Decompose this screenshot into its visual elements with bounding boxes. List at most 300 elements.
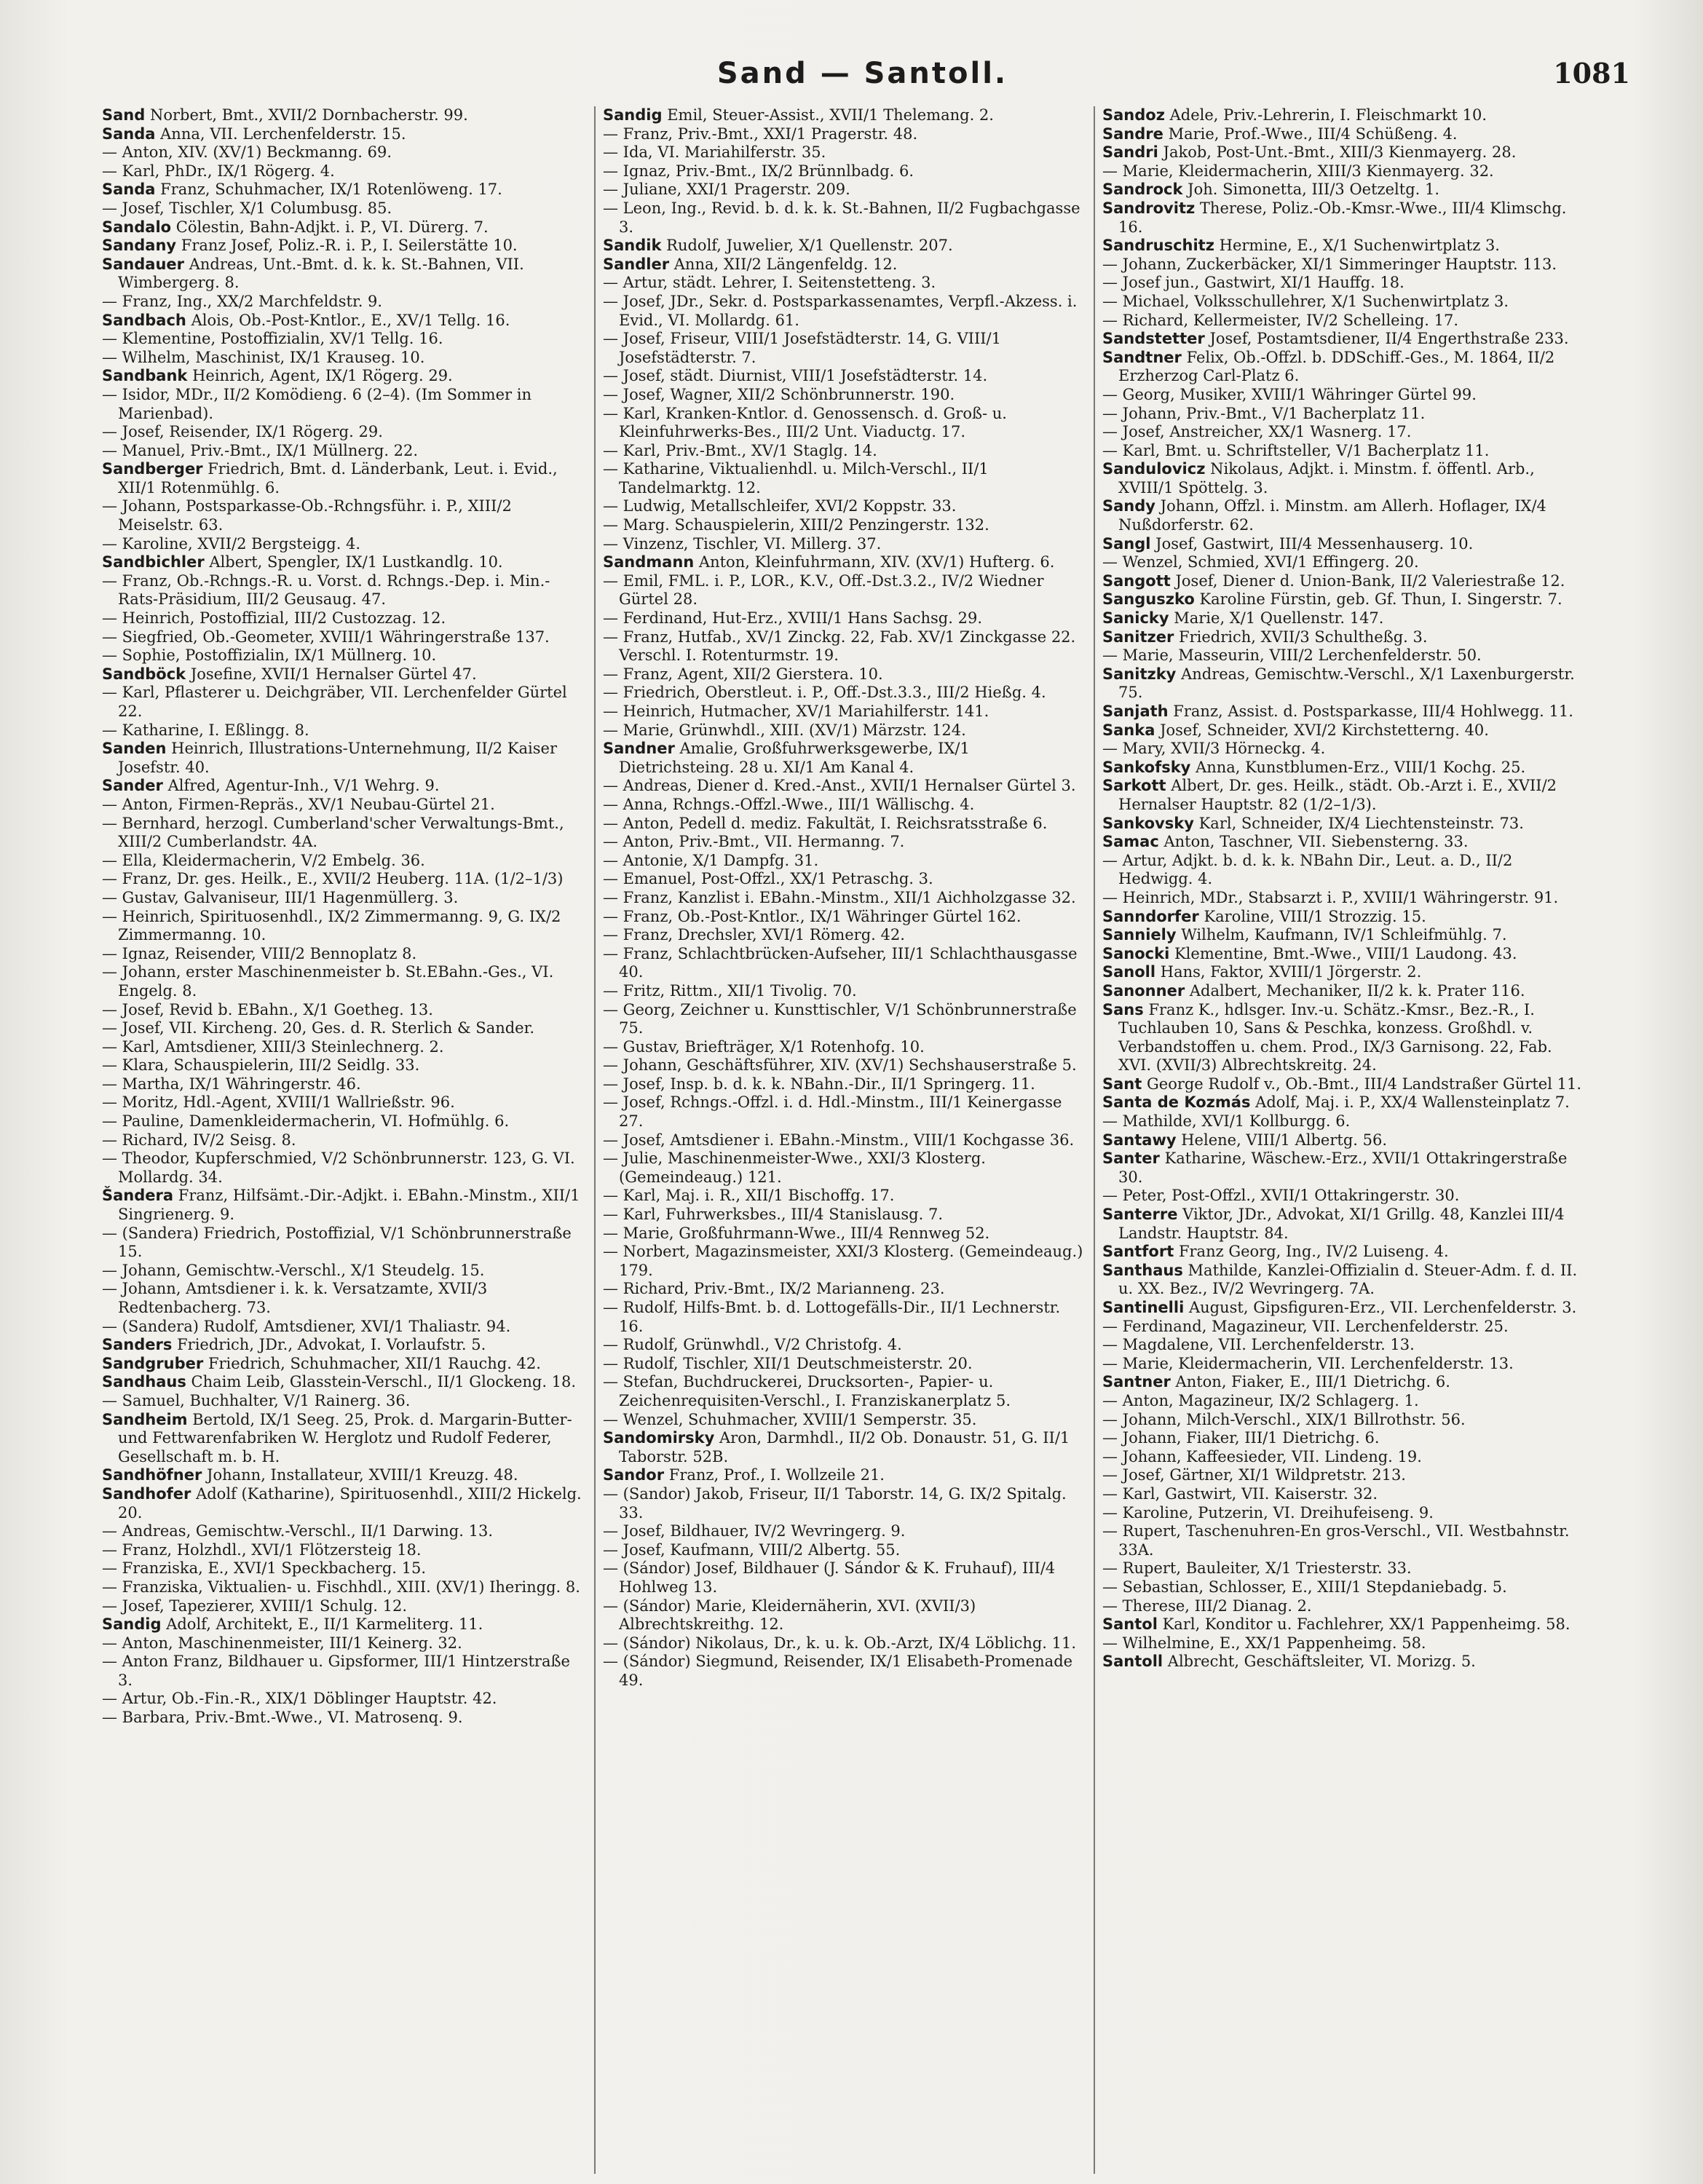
directory-entry <box>102 460 587 497</box>
entry-text: — Sebastian, Schlosser, E., XIII/1 Stepdaniebadg. 5. <box>1102 1578 1507 1596</box>
entry-text: Klementine, Bmt.-Wwe., VIII/1 Laudong. 43. <box>1174 944 1517 962</box>
entry-text: Anton, Fiaker, E., III/1 Dietrichg. 6. <box>1175 1373 1450 1391</box>
directory-entry <box>1102 852 1586 889</box>
directory-entry <box>102 963 587 1000</box>
directory-entry <box>603 162 1086 181</box>
entry-surname: Sandre <box>1102 124 1163 143</box>
entry-text: — Mathilde, XVI/1 Kollburgg. 6. <box>1102 1112 1351 1131</box>
entry-surname: Sanden <box>102 740 167 758</box>
entry-text: Friedrich, XVII/3 Schultheßg. 3. <box>1179 628 1428 646</box>
directory-entry <box>102 1709 587 1728</box>
directory-entry <box>1102 721 1586 740</box>
directory-entry <box>1102 1559 1586 1578</box>
entry-text: — Johann, Geschäftsführer, XIV. (XV/1) Sechshauserstraße 5. <box>603 1056 1077 1075</box>
entry-text: Karl, Schneider, IX/4 Liechtensteinstr. 73. <box>1198 814 1524 832</box>
entry-surname: Santol <box>1102 1615 1158 1634</box>
directory-entry <box>603 815 1086 834</box>
directory-entry <box>1102 1522 1586 1559</box>
directory-entry <box>1102 1243 1586 1262</box>
entry-text: — Andreas, Diener d. Kred.-Anst., XVII/1 Hernalser Gürtel 3. <box>603 777 1076 795</box>
entry-text: — Manuel, Priv.-Bmt., IX/1 Müllnerg. 22. <box>102 441 419 459</box>
directory-entry <box>1102 590 1586 609</box>
entry-text: Albert, Spengler, IX/1 Lustkandlg. 10. <box>209 553 503 571</box>
entry-surname: Sandoz <box>1102 106 1165 124</box>
entry-text: Therese, Poliz.-Ob.-Kmsr.-Wwe., III/4 Klimschg. 16. <box>1118 199 1567 236</box>
entry-surname: Santner <box>1102 1373 1171 1391</box>
directory-entry <box>1102 963 1586 982</box>
directory-entry <box>603 1485 1086 1522</box>
entry-text: — Anton, Magazineur, IX/2 Schlagerg. 1. <box>1102 1391 1419 1409</box>
entry-text: — Franz, Agent, XII/2 Gierstera. 10. <box>603 665 883 683</box>
directory-entry <box>1102 1262 1586 1299</box>
entry-surname: Sans <box>1102 1000 1144 1018</box>
entry-text: — Franziska, E., XVI/1 Speckbacherg. 15. <box>102 1559 427 1578</box>
directory-entry <box>102 181 587 199</box>
entry-text: — Isidor, MDr., II/2 Komödieng. 6 (2–4). (Im Sommer in Marienbad). <box>102 385 532 422</box>
directory-entry <box>603 721 1086 740</box>
directory-entry <box>1102 423 1586 442</box>
entry-text: — (Sandera) Friedrich, Postoffizial, V/1 Schönbrunnerstraße 15. <box>102 1224 572 1261</box>
entry-text: Josefine, XVII/1 Hernalser Gürtel 47. <box>190 665 477 683</box>
directory-column-2 <box>594 106 1094 2174</box>
directory-entry <box>603 181 1086 199</box>
directory-entry <box>603 1187 1086 1206</box>
directory-entry <box>1102 1466 1586 1485</box>
entry-surname: Sandhofer <box>102 1484 191 1503</box>
directory-entry <box>1102 1131 1586 1150</box>
entry-text: — Sophie, Postoffizialin, IX/1 Müllnerg. 10. <box>102 646 437 665</box>
directory-entry <box>102 1411 587 1467</box>
entry-text: — Johann, Gemischtw.-Verschl., X/1 Steudelg. 15. <box>102 1261 485 1279</box>
entry-surname: Sandhaus <box>102 1373 186 1391</box>
entry-text: — Georg, Musiker, XVIII/1 Währinger Gürtel 99. <box>1102 385 1477 403</box>
directory-entry <box>102 1466 587 1485</box>
entry-text: — Josef jun., Gastwirt, XI/1 Hauffg. 18. <box>1102 274 1404 292</box>
entry-surname: Santer <box>1102 1150 1160 1168</box>
entry-text: — Karl, Gastwirt, VII. Kaiserstr. 32. <box>1102 1484 1378 1503</box>
entry-text: Karl, Konditor u. Fachlehrer, XX/1 Pappenheimg. 58. <box>1162 1615 1570 1634</box>
directory-entry <box>102 740 587 777</box>
directory-entry <box>603 1634 1086 1653</box>
entry-text: — Heinrich, Spirituosenhdl., IX/2 Zimmermanng. 9, G. IX/2 Zimmermanng. 10. <box>102 907 561 944</box>
entry-surname: Sandbichler <box>102 553 205 571</box>
entry-text: Hans, Faktor, XVIII/1 Jörgerstr. 2. <box>1160 963 1422 981</box>
entry-text: — Anton, Firmen-Repräs., XV/1 Neubau-Gürtel 21. <box>102 795 495 813</box>
entry-surname: Sandrock <box>1102 181 1183 199</box>
entry-text: — Franz, Dr. ges. Heilk., E., XVII/2 Heuberg. 11A. (1/2–1/3) <box>102 870 564 888</box>
directory-entry <box>603 1653 1086 1690</box>
entry-surname: Sandig <box>102 1615 162 1634</box>
directory-entry <box>102 628 587 647</box>
directory-entry <box>102 609 587 628</box>
entry-surname: Sanders <box>102 1336 173 1354</box>
directory-entry <box>1102 926 1586 945</box>
directory-entry <box>603 516 1086 535</box>
entry-surname: Sankofsky <box>1102 758 1191 776</box>
directory-entry <box>1102 293 1586 312</box>
directory-entry <box>102 1075 587 1094</box>
entry-text: — Ferdinand, Magazineur, VII. Lerchenfelderstr. 25. <box>1102 1317 1509 1335</box>
entry-text: Andreas, Gemischtw.-Verschl., X/1 Laxenburgerstr. 75. <box>1118 665 1575 702</box>
entry-text: — Barbara, Priv.-Bmt.-Wwe., VI. Matrosenq. 9. <box>102 1709 463 1727</box>
entry-text: — Siegfried, Ob.-Geometer, XVIII/1 Währingerstraße 137. <box>102 628 550 646</box>
entry-surname: Sand <box>102 106 146 124</box>
entry-text: Adalbert, Mechaniker, II/2 k. k. Prater 116. <box>1189 981 1525 1000</box>
entry-text: — Josef, Rchngs.-Offzl. i. d. Hdl.-Minstm., III/1 Keinergasse 27. <box>603 1093 1062 1131</box>
directory-entry <box>603 1224 1086 1243</box>
directory-entry <box>102 535 587 554</box>
entry-text: Heinrich, Agent, IX/1 Rögerg. 29. <box>192 367 453 385</box>
entry-surname: Sandberger <box>102 460 203 478</box>
directory-entry <box>1102 889 1586 908</box>
entry-text: — Ludwig, Metallschleifer, XVI/2 Koppstr. 33. <box>603 497 957 515</box>
entry-surname: Sanda <box>102 124 156 143</box>
directory-entry <box>603 405 1086 442</box>
directory-entry <box>603 1206 1086 1224</box>
entry-surname: Sanda <box>102 181 156 199</box>
directory-entry <box>102 1224 587 1262</box>
entry-surname: Santoll <box>1102 1653 1163 1671</box>
directory-entry <box>603 256 1086 274</box>
entry-text: Andreas, Unt.-Bmt. d. k. k. St.-Bahnen, VII. Wimbergerg. 8. <box>118 255 524 292</box>
entry-text: — Franz, Ob.-Rchngs.-R. u. Vorst. d. Rchngs.-Dep. i. Min.-Rats-Präsidium, III/2 Geusaug. 47. <box>102 571 550 609</box>
entry-text: — Josef, JDr., Sekr. d. Postsparkassenamtes, Verpfl.-Akzess. i. Evid., VI. Mollardg. 61. <box>603 292 1078 329</box>
directory-entry <box>102 1373 587 1392</box>
entry-text: Anton, Taschner, VII. Siebensterng. 33. <box>1163 833 1469 851</box>
directory-entry <box>102 1653 587 1690</box>
directory-entry <box>1102 1429 1586 1448</box>
entry-text: — Josef, Tapezierer, XVIII/1 Schulg. 12. <box>102 1597 408 1615</box>
directory-entry <box>1102 1112 1586 1131</box>
entry-text: Viktor, JDr., Advokat, XI/1 Grillg. 48, Kanzlei III/4 Landstr. Hauptstr. 84. <box>1118 1206 1565 1242</box>
page-header <box>95 51 1630 96</box>
entry-text: — Ella, Kleidermacherin, V/2 Embelg. 36. <box>102 851 425 869</box>
entry-text: — Stefan, Buchdruckerei, Drucksorten-, Papier- u. Zeichenrequisiten-Verschl., I. Franziskanerplatz 5. <box>603 1373 1011 1409</box>
directory-entry <box>603 1075 1086 1094</box>
entry-text: — Johann, Amtsdiener i. k. k. Versatzamte, XVII/3 Redtenbacherg. 73. <box>102 1280 488 1316</box>
entry-text: Anton, Kleinfuhrmann, XIV. (XV/1) Hufterg. 6. <box>698 553 1055 571</box>
directory-entry <box>102 1280 587 1317</box>
entry-text: — Josef, Kaufmann, VIII/2 Albertg. 55. <box>603 1540 901 1559</box>
entry-surname: Sandri <box>1102 143 1158 162</box>
entry-text: — Josef, Revid b. EBahn., X/1 Goetheg. 13. <box>102 1000 433 1018</box>
directory-column-3 <box>1094 106 1593 2174</box>
entry-surname: Sandik <box>603 237 662 255</box>
entry-text: Franz, Hilfsämt.-Dir.-Adjkt. i. EBahn.-Minstm., XII/1 Singrienerg. 9. <box>118 1187 580 1224</box>
entry-text: Wilhelm, Kaufmann, IV/1 Schleifmühlg. 7. <box>1181 926 1507 944</box>
entry-text: — Richard, IV/2 Seisg. 8. <box>102 1131 296 1149</box>
page-number: 1081 <box>1553 57 1630 90</box>
entry-text: — Franziska, Viktualien- u. Fischhdl., XIII. (XV/1) Iheringg. 8. <box>102 1578 580 1596</box>
directory-entry <box>1102 330 1586 349</box>
entry-surname: Sandrovitz <box>1102 199 1196 217</box>
entry-text: Johann, Offzl. i. Minstm. am Allerh. Hoflager, IX/4 Nußdorferstr. 62. <box>1118 497 1546 534</box>
entry-text: Felix, Ob.-Offzl. b. DDSchiff.-Ges., M. 1864, II/2 Erzherzog Carl-Platz 6. <box>1118 348 1555 385</box>
directory-entry <box>102 125 587 144</box>
directory-entry <box>102 796 587 815</box>
directory-entry <box>1102 1355 1586 1374</box>
directory-entry <box>1102 1299 1586 1318</box>
directory-entry <box>102 386 587 423</box>
entry-text: — Ignaz, Priv.-Bmt., IX/2 Brünnlbadg. 6. <box>603 162 914 180</box>
directory-entry <box>603 535 1086 554</box>
directory-entry <box>102 442 587 461</box>
directory-entry <box>1102 256 1586 274</box>
directory-entry <box>102 684 587 721</box>
directory-entry <box>1102 1392 1586 1411</box>
directory-entry <box>603 125 1086 144</box>
entry-text: — Josef, Insp. b. d. k. k. NBahn.-Dir., II/1 Springerg. 11. <box>603 1075 1035 1093</box>
entry-text: — Emanuel, Post-Offzl., XX/1 Petraschg. 3. <box>603 870 933 888</box>
directory-entry <box>603 777 1086 796</box>
directory-entry <box>603 628 1086 665</box>
directory-entry <box>603 982 1086 1001</box>
entry-surname: Šandera <box>102 1187 174 1205</box>
directory-entry <box>1102 1187 1586 1206</box>
entry-surname: Santerre <box>1102 1206 1178 1224</box>
entry-text: Marie, X/1 Quellenstr. 147. <box>1174 609 1384 628</box>
entry-surname: Sanonner <box>1102 981 1185 1000</box>
entry-text: — Anton, Pedell d. mediz. Fakultät, I. Reichsratsstraße 6. <box>603 814 1048 832</box>
entry-text: — Friedrich, Oberstleut. i. P., Off.-Dst.3.3., III/2 Hießg. 4. <box>603 684 1046 702</box>
entry-text: Johann, Installateur, XVIII/1 Kreuzg. 48. <box>207 1466 518 1484</box>
entry-text: — Heinrich, MDr., Stabsarzt i. P., XVIII/1 Währingerstr. 91. <box>1102 888 1559 906</box>
directory-entry <box>102 1578 587 1597</box>
entry-text: Anna, VII. Lerchenfelderstr. 15. <box>160 124 406 143</box>
directory-entry <box>603 199 1086 237</box>
entry-text: — Rudolf, Tischler, XII/1 Deutschmeisterstr. 20. <box>603 1354 973 1372</box>
entry-surname: Sanjath <box>1102 703 1169 720</box>
directory-entry <box>603 908 1086 927</box>
directory-entry <box>102 256 587 293</box>
entry-text: — Ida, VI. Mariahilferstr. 35. <box>603 143 826 162</box>
directory-entry <box>102 1541 587 1560</box>
entry-surname: Santfort <box>1102 1243 1174 1261</box>
entry-text: — Katharine, Viktualienhdl. u. Milch-Verschl., II/1 Tandelmarktg. 12. <box>603 460 989 496</box>
directory-entry <box>102 908 587 945</box>
entry-text: Amalie, Großfuhrwerksgewerbe, IX/1 Dietrichsteing. 28 u. XI/1 Am Kanal 4. <box>619 740 970 776</box>
directory-entry <box>603 870 1086 889</box>
directory-entry <box>102 889 587 908</box>
directory-entry <box>102 423 587 442</box>
directory-entry <box>102 349 587 368</box>
entry-text: Josef, Diener d. Union-Bank, II/2 Valeriestraße 12. <box>1175 571 1565 590</box>
entry-text: — Marg. Schauspielerin, XIII/2 Penzingerstr. 132. <box>603 516 989 534</box>
entry-text: — Wenzel, Schuhmacher, XVIII/1 Semperstr. 35. <box>603 1410 977 1428</box>
entry-text: — Karl, Kranken-Kntlor. d. Genossensch. d. Groß- u. Kleinfuhrwerks-Bes., III/2 Unt. Viaductg. 17. <box>603 404 1007 441</box>
directory-entry <box>603 665 1086 684</box>
directory-entry <box>603 1243 1086 1280</box>
entry-text: Alois, Ob.-Post-Kntlor., E., XV/1 Tellg. 16. <box>191 311 510 329</box>
directory-entry <box>1102 553 1586 572</box>
entry-surname: Sandig <box>603 106 663 124</box>
entry-text: Friedrich, JDr., Advokat, I. Vorlaufstr. 5. <box>177 1336 486 1354</box>
entry-text: Mathilde, Kanzlei-Offizialin d. Steuer-Adm. f. d. II. u. XX. Bez., IV/2 Wevringerg. 7A. <box>1118 1261 1578 1298</box>
entry-text: — Ignaz, Reisender, VIII/2 Bennoplatz 8. <box>102 944 417 962</box>
entry-text: — Mary, XVII/3 Hörneckg. 4. <box>1102 740 1326 758</box>
entry-text: — Anna, Rchngs.-Offzl.-Wwe., III/1 Wällischg. 4. <box>603 795 975 813</box>
entry-text: — Therese, III/2 Dianag. 2. <box>1102 1597 1312 1615</box>
directory-entry <box>603 796 1086 815</box>
directory-entry <box>1102 703 1586 721</box>
directory-entry <box>102 777 587 796</box>
directory-entry <box>102 1056 587 1075</box>
entry-text: — Moritz, Hdl.-Agent, XVIII/1 Wallrießstr. 96. <box>102 1093 455 1112</box>
directory-entry <box>102 852 587 871</box>
directory-entry <box>1102 609 1586 628</box>
entry-text: — Karl, PhDr., IX/1 Rögerg. 4. <box>102 162 335 180</box>
entry-text: — Franz, Priv.-Bmt., XXI/1 Pragerstr. 48. <box>603 124 918 143</box>
directory-entry <box>102 143 587 162</box>
directory-entry <box>102 106 587 125</box>
entry-text: Anna, XII/2 Längenfeldg. 12. <box>673 255 898 273</box>
entry-text: George Rudolf v., Ob.-Bmt., III/4 Landstraßer Gürtel 11. <box>1146 1075 1582 1093</box>
directory-entry <box>1102 1634 1586 1653</box>
directory-entry <box>102 1038 587 1057</box>
directory-entry <box>603 442 1086 461</box>
entry-surname: Sangl <box>1102 534 1151 553</box>
entry-text: — Franz, Holzhdl., XVI/1 Flötzersteig 18. <box>102 1540 422 1559</box>
directory-entry <box>603 684 1086 703</box>
directory-entry <box>603 1280 1086 1299</box>
entry-text: — Karoline, XVII/2 Bergsteigg. 4. <box>102 534 361 553</box>
entry-text: — Franz, Schlachtbrücken-Aufseher, III/1 Schlachthausgasse 40. <box>603 944 1078 981</box>
entry-surname: Santhaus <box>1102 1261 1183 1279</box>
entry-surname: Sandstetter <box>1102 330 1205 348</box>
directory-entry <box>102 1634 587 1653</box>
directory-entry <box>603 553 1086 572</box>
directory-entry <box>603 1150 1086 1187</box>
entry-text: — Andreas, Gemischtw.-Verschl., II/1 Darwing. 13. <box>102 1522 493 1540</box>
entry-surname: Sandulovicz <box>1102 460 1206 478</box>
entry-text: — Marie, Kleidermacherin, VII. Lerchenfelderstr. 13. <box>1102 1354 1514 1372</box>
directory-entry <box>603 703 1086 721</box>
directory-entry <box>102 1559 587 1578</box>
entry-surname: Sanguszko <box>1102 590 1195 609</box>
directory-entry <box>1102 1336 1586 1355</box>
entry-text: — Josef, Bildhauer, IV/2 Wevringerg. 9. <box>603 1522 906 1540</box>
directory-entry <box>102 1318 587 1337</box>
entry-text: — Rudolf, Grünwhdl., V/2 Christofg. 4. <box>603 1336 902 1354</box>
directory-entry <box>102 553 587 572</box>
directory-entry <box>102 572 587 609</box>
entry-text: — Johann, erster Maschinenmeister b. St.EBahn.-Ges., VI. Engelg. 8. <box>102 963 554 1000</box>
directory-entry <box>1102 1411 1586 1430</box>
entry-surname: Sankovsky <box>1102 814 1194 832</box>
directory-entry <box>102 1150 587 1187</box>
directory-entry <box>1102 1485 1586 1504</box>
entry-surname: Sanka <box>1102 721 1155 739</box>
entry-text: — Anton, Maschinenmeister, III/1 Keinerg. 32. <box>102 1634 462 1652</box>
entry-text: — Franz, Ing., XX/2 Marchfeldstr. 9. <box>102 292 383 310</box>
entry-text: — Franz, Hutfab., XV/1 Zinckg. 22, Fab. XV/1 Zinckgasse 22. Verschl. I. Rotenturmstr. 19. <box>603 628 1076 665</box>
directory-entry <box>102 162 587 181</box>
entry-text: — Gustav, Briefträger, X/1 Rotenhofg. 10. <box>603 1037 925 1056</box>
entry-text: — Wilhelmine, E., XX/1 Pappenheimg. 58. <box>1102 1634 1426 1652</box>
directory-entry <box>1102 1597 1586 1616</box>
directory-entry <box>1102 106 1586 125</box>
entry-surname: Sant <box>1102 1075 1142 1093</box>
entry-text: Marie, Prof.-Wwe., III/4 Schüßeng. 4. <box>1168 124 1458 143</box>
entry-text: — Anton, XIV. (XV/1) Beckmanng. 69. <box>102 143 392 162</box>
directory-entry <box>102 1690 587 1709</box>
entry-text: Franz, Prof., I. Wollzeile 21. <box>668 1466 885 1484</box>
entry-text: — Samuel, Buchhalter, V/1 Rainerg. 36. <box>102 1391 411 1409</box>
entry-text: — Richard, Priv.-Bmt., IX/2 Marianneng. 23. <box>603 1280 945 1298</box>
entry-text: — Marie, Großfuhrmann-Wwe., III/4 Rennweg 52. <box>603 1224 990 1242</box>
entry-text: — Karl, Pflasterer u. Deichgräber, VII. Lerchenfelder Gürtel 22. <box>102 684 567 720</box>
directory-entry <box>102 1392 587 1411</box>
directory-entry <box>102 665 587 684</box>
entry-surname: Sandbank <box>102 367 188 385</box>
directory-entry <box>1102 181 1586 199</box>
directory-entry <box>603 293 1086 330</box>
directory-entry <box>603 889 1086 908</box>
directory-entry <box>102 1336 587 1355</box>
entry-text: Franz Georg, Ing., IV/2 Luiseng. 4. <box>1178 1243 1449 1261</box>
directory-entry <box>1102 777 1586 814</box>
entry-text: — Josef, Wagner, XII/2 Schönbrunnerstr. 190. <box>603 385 955 403</box>
entry-text: — (Sandera) Rudolf, Amtsdiener, XVI/1 Thaliastr. 94. <box>102 1317 511 1335</box>
directory-entry <box>1102 572 1586 591</box>
directory-entry <box>102 330 587 349</box>
entry-text: — Johann, Postsparkasse-Ob.-Rchngsführ. i. P., XIII/2 Meiselstr. 63. <box>102 497 512 534</box>
entry-text: — Josef, Anstreicher, XX/1 Wasnerg. 17. <box>1102 423 1412 441</box>
directory-entry <box>1102 497 1586 534</box>
directory-entry <box>603 143 1086 162</box>
entry-text: — Martha, IX/1 Währingerstr. 46. <box>102 1075 361 1093</box>
directory-entry <box>102 646 587 665</box>
entry-surname: Santinelli <box>1102 1299 1185 1316</box>
directory-entry <box>1102 1653 1586 1671</box>
entry-text: — Michael, Volksschullehrer, X/1 Suchenwirtplatz 3. <box>1102 292 1509 310</box>
directory-entry <box>102 312 587 331</box>
entry-text: — Magdalene, VII. Lerchenfelderstr. 13. <box>1102 1336 1415 1354</box>
entry-text: — Marie, Grünwhdl., XIII. (XV/1) Märzstr. 124. <box>603 721 966 739</box>
entry-surname: Santawy <box>1102 1131 1177 1149</box>
entry-text: — Richard, Kellermeister, IV/2 Schelleing. 17. <box>1102 311 1459 329</box>
entry-surname: Sandgruber <box>102 1354 204 1372</box>
entry-text: Emil, Steuer-Assist., XVII/1 Thelemang. 2. <box>667 106 994 124</box>
directory-entry <box>603 497 1086 516</box>
entry-text: Adolf (Katharine), Spirituosenhdl., XIII/2 Hickelg. 20. <box>118 1484 582 1522</box>
entry-text: — Josef, Friseur, VIII/1 Josefstädterstr. 14, G. VIII/1 Josefstädterstr. 7. <box>603 330 1001 366</box>
entry-text: — Karl, Priv.-Bmt., XV/1 Staglg. 14. <box>603 441 877 459</box>
directory-column-1 <box>95 106 594 2174</box>
entry-surname: Sandy <box>1102 497 1155 515</box>
entry-text: Joh. Simonetta, III/3 Oetzeltg. 1. <box>1188 181 1440 199</box>
directory-entry <box>603 274 1086 293</box>
entry-text: Katharine, Wäschew.-Erz., XVII/1 Ottakringerstraße 30. <box>1118 1150 1568 1186</box>
entry-text: — Peter, Post-Offzl., XVII/1 Ottakringerstr. 30. <box>1102 1187 1460 1205</box>
directory-entry <box>1102 665 1586 703</box>
entry-surname: Sandor <box>603 1466 665 1484</box>
directory-entry <box>1102 237 1586 256</box>
entry-surname: Santa de Kozmás <box>1102 1093 1251 1112</box>
directory-entry <box>1102 1001 1586 1075</box>
entry-surname: Sandheim <box>102 1410 188 1428</box>
entry-surname: Sandruschitz <box>1102 237 1214 255</box>
directory-entry <box>1102 1578 1586 1597</box>
entry-surname: Sangott <box>1102 571 1171 590</box>
entry-surname: Sandalo <box>102 218 172 236</box>
directory-entry <box>603 852 1086 871</box>
entry-text: — Vinzenz, Tischler, VI. Millerg. 37. <box>603 534 882 553</box>
directory-entry <box>603 367 1086 386</box>
directory-entry <box>1102 759 1586 778</box>
directory-entry <box>1102 1093 1586 1112</box>
entry-text: — Johann, Fiaker, III/1 Dietrichg. 6. <box>1102 1429 1380 1447</box>
